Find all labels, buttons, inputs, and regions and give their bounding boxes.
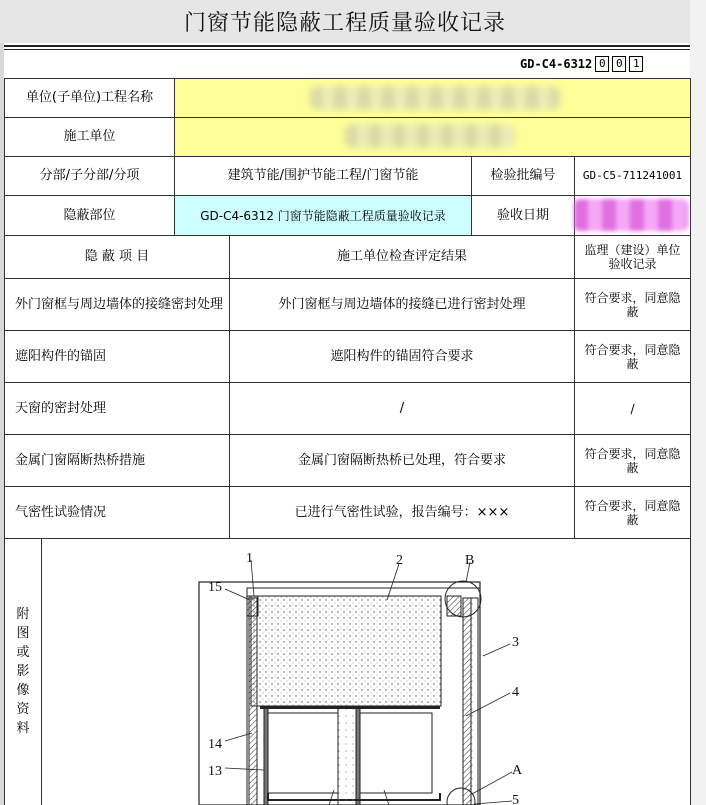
doc-code-row: [520, 56, 643, 72]
attachment-char: 影: [16, 664, 30, 679]
header-supervision-record: 监理（建设）单位验收记录: [574, 235, 691, 279]
label-14: 14: [208, 737, 222, 752]
record-4: 符合要求，同意隐蔽: [574, 434, 691, 487]
redacted-date: [574, 199, 688, 231]
item-2: 遮阳构件的锚固: [4, 330, 230, 383]
record-3: /: [574, 382, 691, 435]
attachment-char: 资: [16, 702, 30, 717]
redacted-contractor: [345, 124, 515, 148]
label-b: B: [465, 553, 475, 568]
label-15: 15: [208, 580, 222, 595]
item-3: 天窗的密封处理: [4, 382, 230, 435]
header-contractor-result: 施工单位检查评定结果: [229, 235, 575, 279]
code-digit-2: 0: [612, 56, 626, 72]
label-a: A: [512, 763, 523, 778]
label-4: 4: [512, 685, 519, 700]
window-section-drawing: [42, 538, 690, 805]
code-digit-3: 1: [629, 56, 643, 72]
hidden-part-value: GD-C4-6312 门窗节能隐蔽工程质量验收记录: [174, 195, 472, 236]
batch-number-value: GD-C5-711241001: [574, 156, 691, 196]
project-name-label: 单位(子单位)工程名称: [4, 78, 175, 118]
record-5: 符合要求，同意隐蔽: [574, 486, 691, 539]
result-2: 遮阳构件的锚固符合要求: [229, 330, 575, 383]
code-digit-1: 0: [595, 56, 609, 72]
hidden-part-label: 隐蔽部位: [4, 195, 175, 236]
item-4: 金属门窗隔断热桥措施: [4, 434, 230, 487]
label-1: 1: [246, 551, 253, 566]
result-3: /: [229, 382, 575, 435]
label-5: 5: [512, 793, 519, 805]
label-2: 2: [396, 553, 403, 568]
contractor-label: 施工单位: [4, 117, 175, 157]
attachment-label: [4, 538, 42, 805]
record-2: 符合要求，同意隐蔽: [574, 330, 691, 383]
label-13: 13: [208, 764, 222, 779]
insulation-block: [251, 596, 441, 706]
attachment-char: 图: [16, 626, 30, 641]
batch-number-label: 检验批编号: [471, 156, 575, 196]
result-1: 外门窗框与周边墙体的接缝已进行密封处理: [229, 278, 575, 331]
redacted-project-name: [310, 86, 560, 110]
attachment-char: 像: [16, 683, 30, 698]
attachment-char: 料: [16, 721, 30, 736]
record-1: 符合要求，同意隐蔽: [574, 278, 691, 331]
item-5: 气密性试验情况: [4, 486, 230, 539]
division-value: 建筑节能/围护节能工程/门窗节能: [174, 156, 472, 196]
header-hidden-item: 隐 蔽 项 目: [4, 235, 230, 279]
result-5: 已进行气密性试验，报告编号：×××: [229, 486, 575, 539]
result-4: 金属门窗隔断热桥已处理，符合要求: [229, 434, 575, 487]
attachment-right-border: [690, 538, 691, 805]
item-1: 外门窗框与周边墙体的接缝密封处理: [4, 278, 230, 331]
division-label: 分部/子分部/分项: [4, 156, 175, 196]
attachment-char: 附: [16, 607, 30, 622]
doc-code: GD-C4-6312: [520, 57, 593, 71]
attachment-char: 或: [16, 645, 30, 660]
page-title: 门窗节能隐蔽工程质量验收记录: [183, 11, 506, 36]
label-3: 3: [512, 635, 519, 650]
acceptance-date-label: 验收日期: [471, 195, 575, 236]
title-rule: [4, 45, 690, 50]
right-margin: [690, 0, 706, 805]
